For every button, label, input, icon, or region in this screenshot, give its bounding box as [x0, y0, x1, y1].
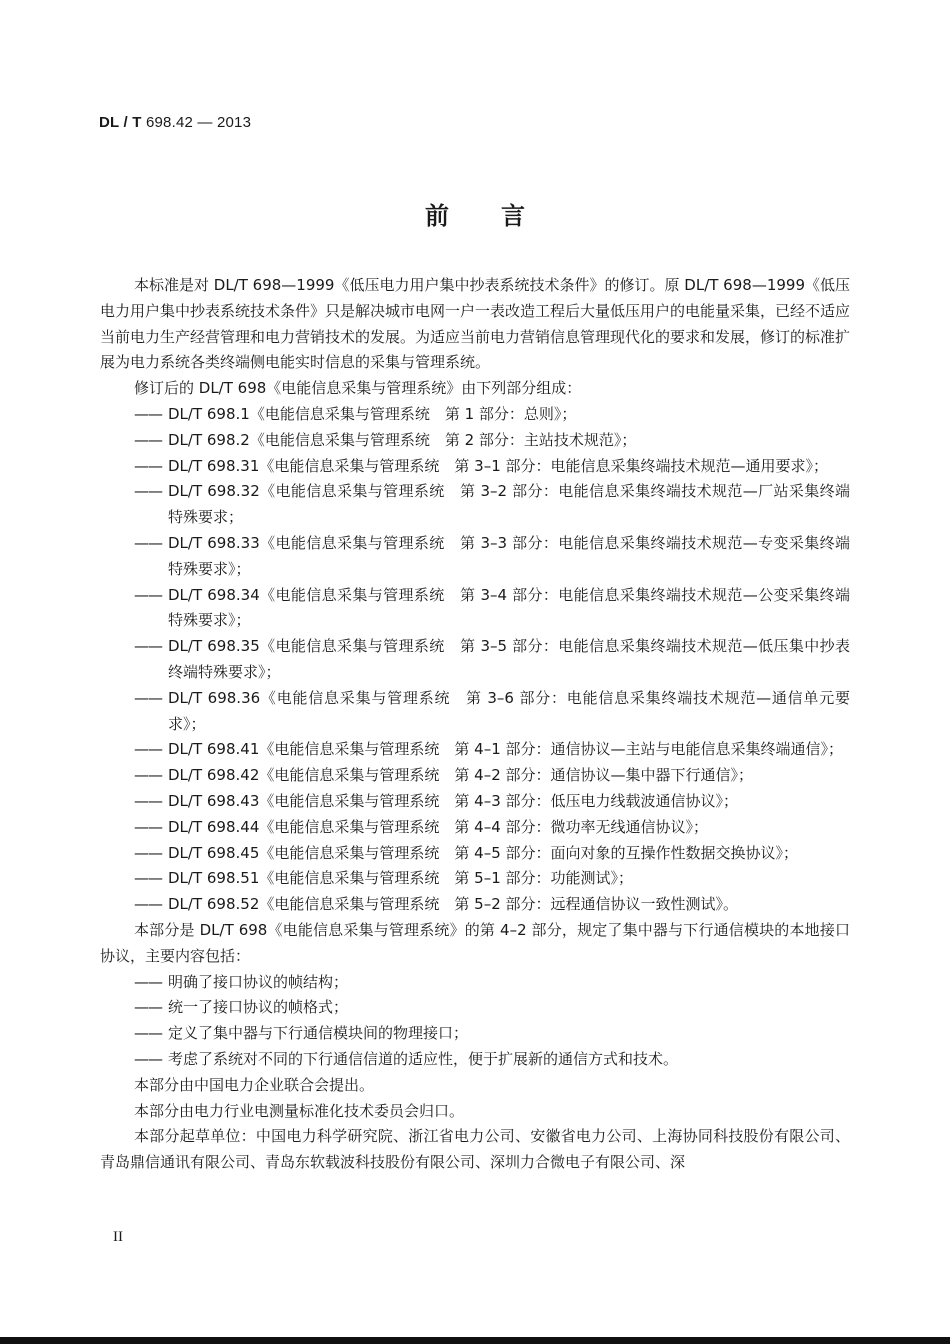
- dash-bullet: ——: [134, 585, 162, 604]
- part-text: DL/T 698.41《电能信息采集与管理系统 第 4–1 部分：通信协议—主站与电能信息采集终端通信》；: [168, 740, 844, 759]
- dash-bullet: ——: [134, 688, 162, 707]
- part-item: [134, 789, 850, 815]
- proposer-paragraph: 本部分由中国电力企业联合会提出。: [134, 1075, 375, 1094]
- scope-text: 考虑了系统对不同的下行通信信道的适应性，便于扩展新的通信方式和技术。: [168, 1049, 679, 1068]
- dash-bullet: ——: [134, 972, 162, 991]
- committee-paragraph: 本部分由电力行业电测量标准化技术委员会归口。: [134, 1101, 465, 1120]
- part-item: [134, 686, 850, 738]
- dash-bullet: ——: [134, 430, 162, 449]
- dash-bullet: ——: [134, 404, 162, 423]
- dash-bullet: ——: [134, 869, 162, 888]
- standard-code-prefix: DL: [99, 114, 120, 131]
- part-item: [134, 479, 850, 531]
- part-text: DL/T 698.45《电能信息采集与管理系统 第 4–5 部分：面向对象的互操作性数据交换协议》；: [168, 843, 799, 862]
- part-item: [134, 454, 850, 480]
- parts-list: [100, 402, 850, 918]
- part-item: [134, 634, 850, 686]
- drafting-units-paragraph: 本部分起草单位：中国电力科学研究院、浙江省电力公司、安徽省电力公司、上海协同科技股份有限公司、青岛鼎信通讯有限公司、青岛东软载波科技股份有限公司、深圳力合微电子有限公司、深: [100, 1127, 850, 1172]
- part-text: DL/T 698.33《电能信息采集与管理系统 第 3–3 部分：电能信息采集终端技术规范—专变采集终端特殊要求》；: [168, 533, 850, 578]
- dash-bullet: ——: [134, 1049, 162, 1068]
- dash-bullet: ——: [134, 740, 162, 759]
- scope-text: 明确了接口协议的帧结构；: [168, 972, 349, 991]
- part-text: DL/T 698.32《电能信息采集与管理系统 第 3–2 部分：电能信息采集终端技术规范—厂站采集终端特殊要求；: [168, 482, 850, 527]
- part-text: DL/T 698.51《电能信息采集与管理系统 第 5–1 部分：功能测试》；: [168, 869, 634, 888]
- part-item: [134, 583, 850, 635]
- scope-paragraph: 本部分是 DL/T 698《电能信息采集与管理系统》的第 4–2 部分，规定了集中器与下行通信模块的本地接口协议，主要内容包括：: [100, 920, 850, 965]
- scope-text: 定义了集中器与下行通信模块间的物理接口；: [168, 1024, 469, 1043]
- standard-code: [99, 114, 251, 131]
- scope-item: [134, 1021, 850, 1047]
- part-item: [134, 815, 850, 841]
- part-text: DL/T 698.35《电能信息采集与管理系统 第 3–5 部分：电能信息采集终端技术规范—低压集中抄表终端特殊要求》；: [168, 637, 850, 681]
- scope-list: [100, 970, 850, 1073]
- part-text: DL/T 698.2《电能信息采集与管理系统 第 2 部分：主站技术规范》；: [168, 430, 637, 449]
- scope-item: [134, 970, 850, 996]
- part-text: DL/T 698.44《电能信息采集与管理系统 第 4–4 部分：微功率无线通信协议》；: [168, 817, 709, 836]
- page-number: II: [113, 1229, 123, 1245]
- part-text: DL/T 698.36《电能信息采集与管理系统 第 3–6 部分：电能信息采集终端技术规范—通信单元要求》；: [168, 688, 850, 733]
- part-text: DL/T 698.34《电能信息采集与管理系统 第 3–4 部分：电能信息采集终端技术规范—公变采集终端特殊要求》；: [168, 585, 850, 630]
- scope-item: [134, 995, 850, 1021]
- dash-bullet: ——: [134, 1024, 162, 1043]
- dash-bullet: ——: [134, 456, 162, 475]
- intro-paragraph-2: 修订后的 DL/T 698《电能信息采集与管理系统》由下列部分组成：: [134, 379, 582, 398]
- dash-bullet: ——: [134, 817, 162, 836]
- part-item: [134, 402, 850, 428]
- dash-bullet: ——: [134, 791, 162, 810]
- part-text: DL/T 698.43《电能信息采集与管理系统 第 4–3 部分：低压电力线载波通信协议》；: [168, 791, 739, 810]
- dash-bullet: ——: [134, 895, 162, 914]
- part-item: [134, 892, 850, 918]
- foreword-body: [100, 273, 850, 1176]
- part-text: DL/T 698.1《电能信息采集与管理系统 第 1 部分：总则》；: [168, 404, 577, 423]
- intro-paragraph-1: 本标准是对 DL/T 698—1999《低压电力用户集中抄表系统技术条件》的修订。原 DL/T 698—1999《低压电力用户集中抄表系统技术条件》只是解决城市电网一户一表改造工程后大量低压用户的电能量采集，已经不适应当前电力生产经营管理和电力营销技术的发展。为适应当前电力营销信息管理现代化的要求和发展，修订的标准扩展为电力系统各类终端侧电能实时信息的采集与管理系统。: [100, 276, 851, 372]
- dash-bullet: ——: [134, 843, 162, 862]
- scope-item: [134, 1047, 850, 1073]
- dash-bullet: ——: [134, 766, 162, 785]
- part-item: [134, 866, 850, 892]
- part-item: [134, 763, 850, 789]
- part-item: [134, 737, 850, 763]
- standard-code-number: 698.42 — 2013: [141, 114, 252, 131]
- page-title: 前言: [425, 202, 577, 230]
- part-text: DL/T 698.31《电能信息采集与管理系统 第 3–1 部分：电能信息采集终端技术规范—通用要求》；: [168, 456, 829, 475]
- dash-bullet: ——: [134, 637, 162, 656]
- scope-text: 统一了接口协议的帧格式；: [168, 998, 349, 1017]
- bottom-border: [0, 1337, 950, 1344]
- dash-bullet: ——: [134, 998, 162, 1017]
- dash-bullet: ——: [134, 482, 162, 501]
- dash-bullet: ——: [134, 533, 162, 552]
- standard-code-slash: / T: [119, 114, 142, 131]
- part-text: DL/T 698.42《电能信息采集与管理系统 第 4–2 部分：通信协议—集中器下行通信》；: [168, 766, 754, 785]
- part-item: [134, 531, 850, 583]
- part-text: DL/T 698.52《电能信息采集与管理系统 第 5–2 部分：远程通信协议一致性测试》。: [168, 895, 739, 914]
- part-item: [134, 428, 850, 454]
- part-item: [134, 841, 850, 867]
